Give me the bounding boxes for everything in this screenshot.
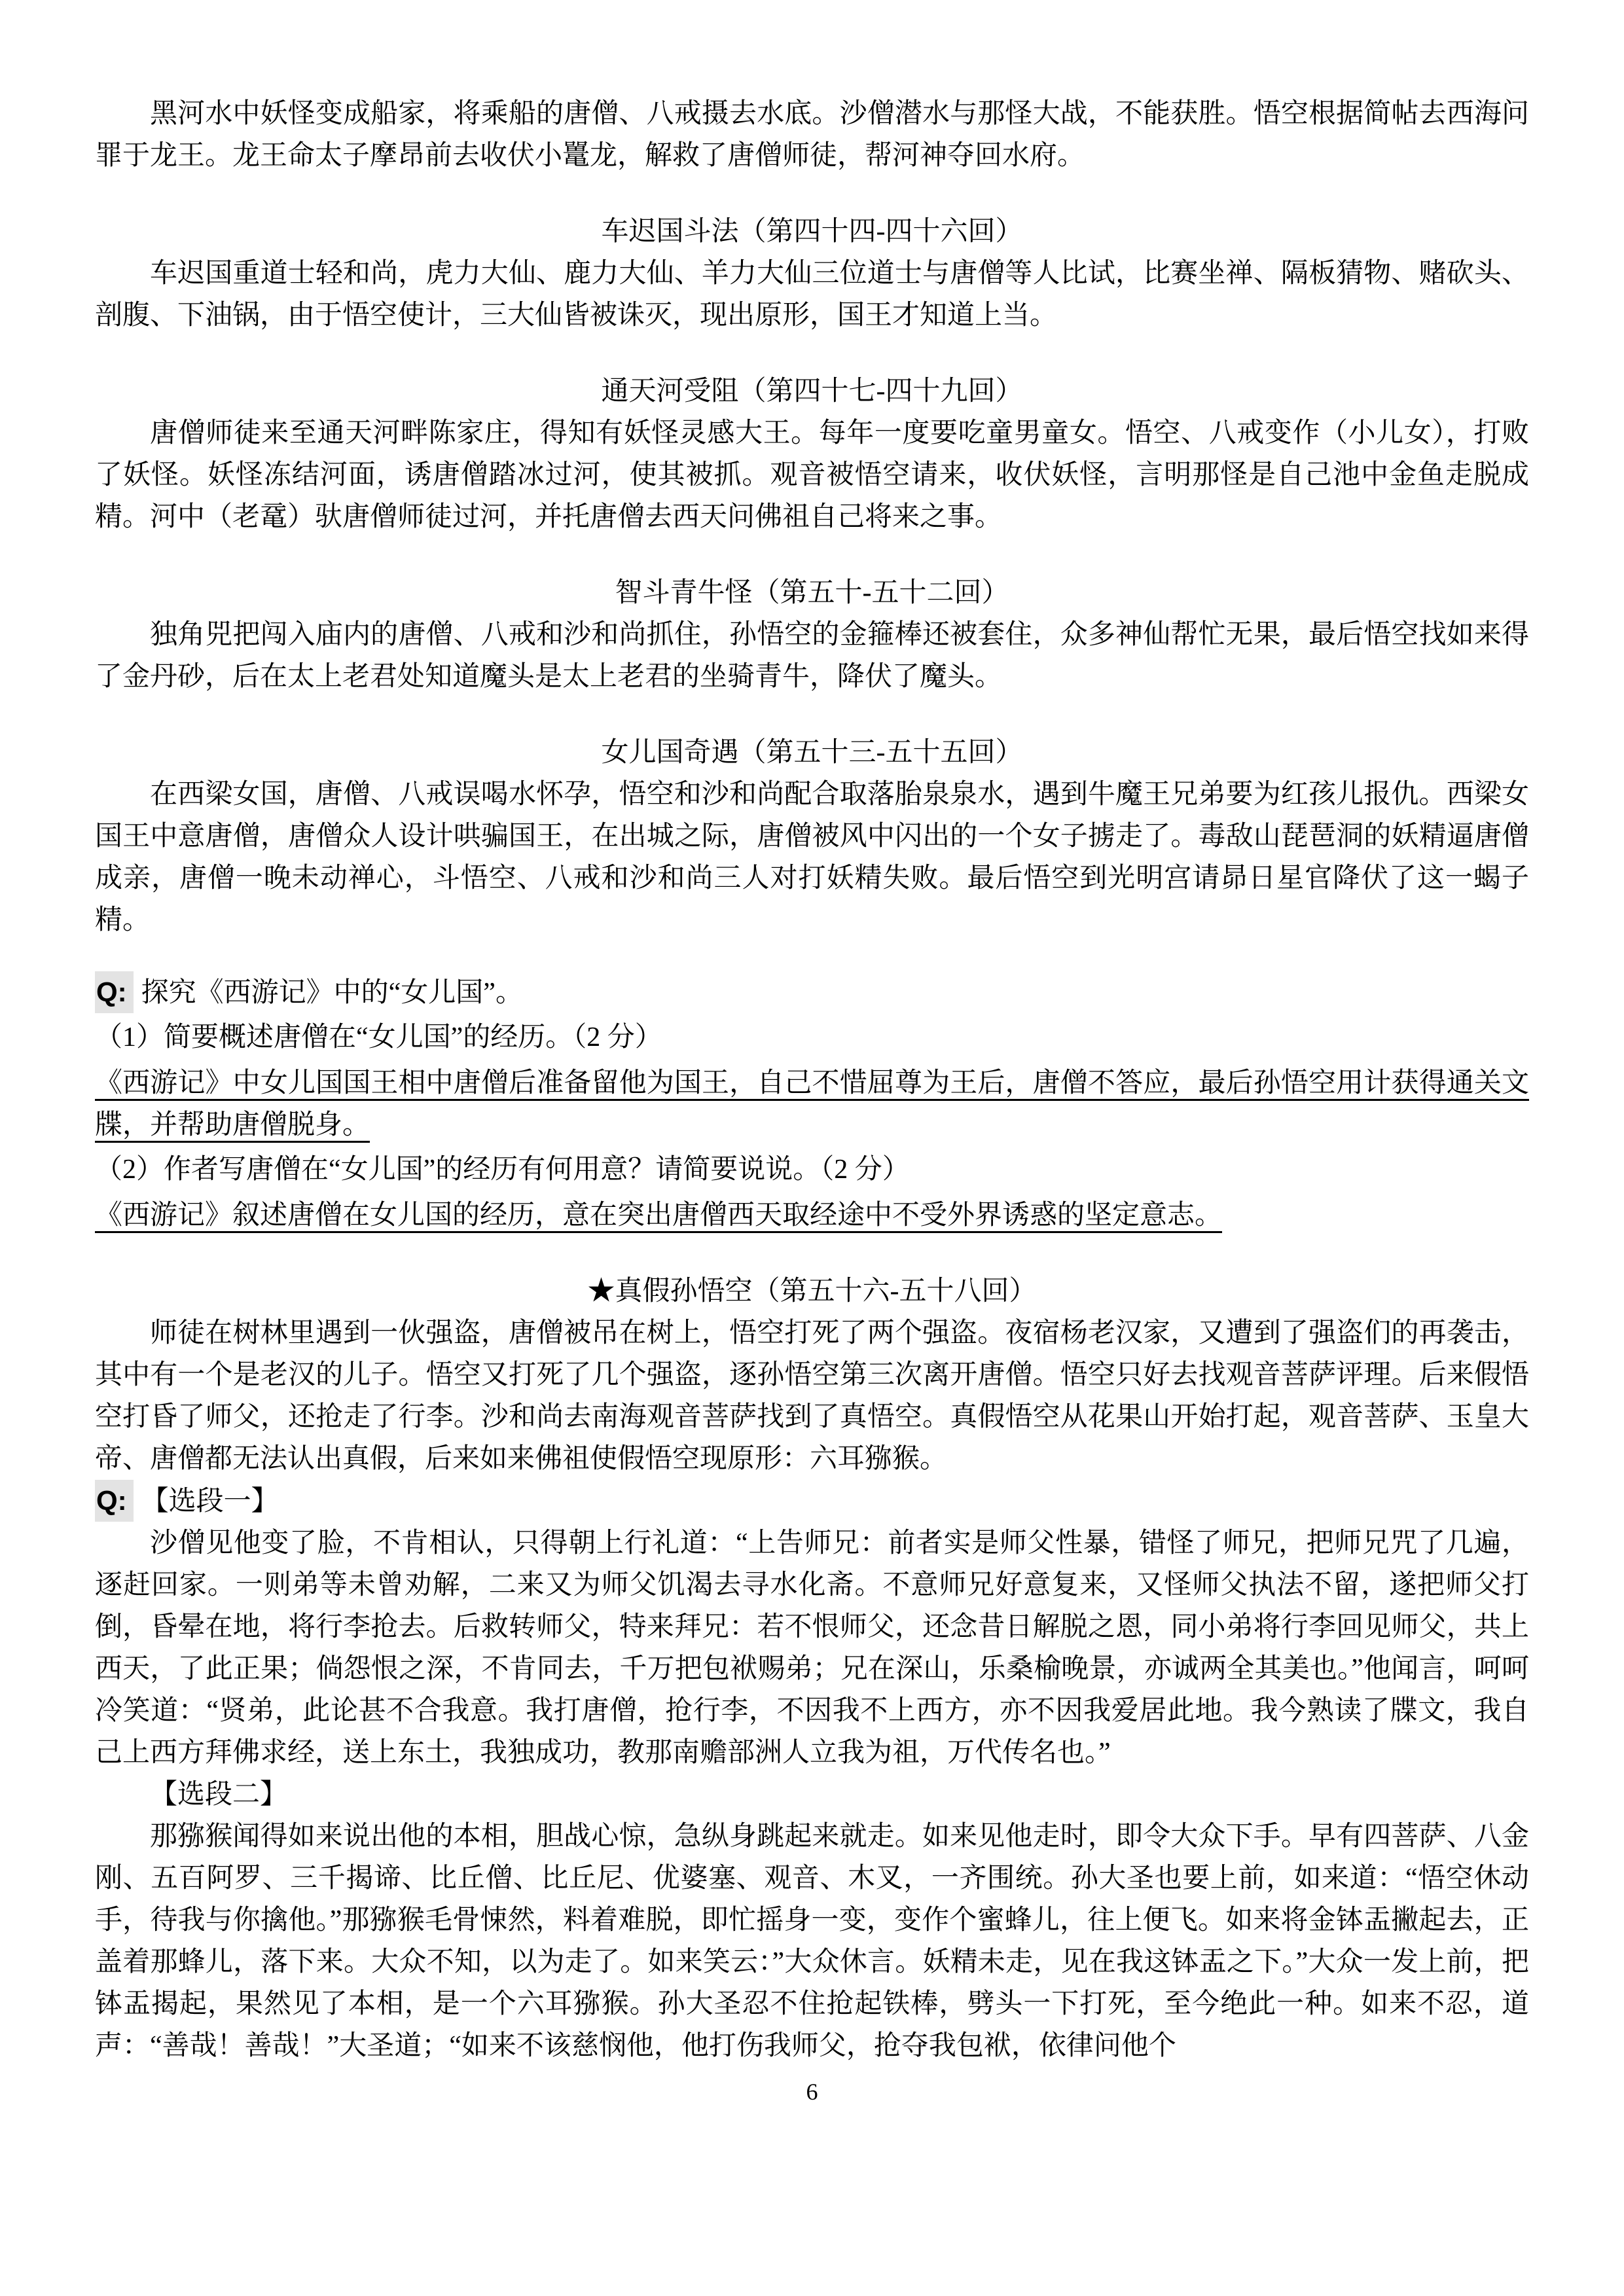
section-heading-tongtianhe: 通天河受阻（第四十七-四十九回） [601,376,1023,406]
question-line-nverguo [95,971,1529,1014]
section-heading-chechi: 车迟国斗法（第四十四-四十六回） [601,217,1023,247]
q-label: Q: [95,971,134,1013]
section-heading-qingniu: 智斗青牛怪（第五十-五十二回） [615,578,1009,608]
paragraph-xuanduan-2: 那猕猴闻得如来说出他的本相，胆战心惊，急纵身跳起来就走。如来见他走时，即令大众下手。早有四菩萨、八金刚、五百阿罗、三千揭谛、比丘僧、比丘尼、优婆塞、观音、木叉，一齐围统。孙大圣也要上前，如来道：“悟空休动手，待我与你擒他。”那猕猴毛骨悚然，料着难脱，即忙摇身一变，变作个蜜蜂儿，往上便飞。如来将金钵盂撇起去，正盖着那蜂儿，落下来。大众不知，以为走了。如来笑云：”大众休言。妖精未走，见在我这钵盂之下。”大众一发上前，把钵盂揭起，果然见了本相，是一个六耳猕猴。孙大圣忍不住抢起铁棒，劈头一下打死，至今绝此一种。如来不忍，道声：“善哉！善哉！”大圣道；“如来不该慈悯他，他打伤我师父，抢夺我包袱，依律问他个 [95,1821,1529,2061]
page-number: 6 [806,2079,818,2105]
sub-question-2: （2）作者写唐僧在“女儿国”的经历有何用意？请简要说说。（2 分） [95,1155,910,1185]
question-line-xuanduan [95,1480,1529,1522]
section-heading-zhenjia [95,1270,1529,1312]
answer-1: 《西游记》中女儿国国王相中唐僧后准备留他为国王，自己不惜屈尊为王后，唐僧不答应，最后孙悟空用计获得通关文牒，并帮助唐僧脱身。 [95,1068,1529,1140]
paragraph-black-river: 黑河水中妖怪变成船家，将乘船的唐僧、八戒摄去水底。沙僧潜水与那怪大战，不能获胜。悟空根据简帖去西海问罪于龙王。龙王命太子摩昂前去收伏小鼍龙，解救了唐僧师徒，帮河神夺回水府。 [95,99,1529,171]
star-icon: ★ [587,1276,615,1306]
sub-question-1: （1）简要概述唐僧在“女儿国”的经历。（2 分） [95,1022,662,1052]
question-text-xuanduan: 【选段一】 [141,1486,279,1516]
paragraph-zhenjia: 师徒在树林里遇到一伙强盗，唐僧被吊在树上，悟空打死了两个强盗。夜宿杨老汉家，又遭到了强盗们的再袭击，其中有一个是老汉的儿子。悟空又打死了几个强盗，逐孙悟空第三次离开唐僧。悟空只好去找观音菩萨评理。后来假悟空打昏了师父，还抢走了行李。沙和尚去南海观音菩萨找到了真悟空。真假悟空从花果山开始打起，观音菩萨、玉皇大帝、唐僧都无法认出真假，后来如来佛祖使假悟空现原形：六耳猕猴。 [95,1318,1529,1474]
paragraph-qingniu: 独角兕把闯入庙内的唐僧、八戒和沙和尚抓住，孙悟空的金箍棒还被套住，众多神仙帮忙无果，最后悟空找如来得了金丹砂，后在太上老君处知道魔头是太上老君的坐骑青牛，降伏了魔头。 [95,620,1529,692]
subheading-xuanduan-2: 【选段二】 [150,1780,288,1810]
section-heading-nverguo: 女儿国奇遇（第五十三-五十五回） [601,738,1023,768]
paragraph-xuanduan-1: 沙僧见他变了脸，不肯相认，只得朝上行礼道：“上告师兄：前者实是师父性暴，错怪了师兄，把师兄咒了几遍，逐赶回家。一则弟等未曾劝解，二来又为师父饥渴去寻水化斋。不意师兄好意复来，又怪师父执法不留，遂把师父打倒，昏晕在地，将行李抢去。后救转师父，特来拜兄：若不恨师父，还念昔日解脱之恩，同小弟将行李回见师父，共上西天，了此正果；倘怨恨之深，不肯同去，千万把包袱赐弟；兄在深山，乐桑榆晚景，亦诚两全其美也。”他闻言，呵呵冷笑道：“贤弟，此论甚不合我意。我打唐僧，抢行李，不因我不上西方，亦不因我爱居此地。我今熟读了牒文，我自己上西方拜佛求经，送上东土，我独成功，教那南赡部洲人立我为祖，万代传名也。” [95,1528,1529,1768]
answer-2: 《西游记》叙述唐僧在女儿国的经历，意在突出唐僧西天取经途中不受外界诱惑的坚定意志。 [95,1200,1223,1230]
paragraph-nverguo: 在西梁女国，唐僧、八戒误喝水怀孕，悟空和沙和尚配合取落胎泉泉水，遇到牛魔王兄弟要为红孩儿报仇。西梁女国王中意唐僧，唐僧众人设计哄骗国王，在出城之际，唐僧被风中闪出的一个女子掳走了。毒敌山琵琶洞的妖精逼唐僧成亲，唐僧一晚未动禅心，斗悟空、八戒和沙和尚三人对打妖精失败。最后悟空到光明宫请昴日星官降伏了这一蝎子精。 [95,780,1529,935]
paragraph-tongtianhe: 唐僧师徒来至通天河畔陈家庄，得知有妖怪灵感大王。每年一度要吃童男童女。悟空、八戒变作（小儿女），打败了妖怪。妖怪冻结河面，诱唐僧踏冰过河，使其被抓。观音被悟空请来，收伏妖怪，言明那怪是自己池中金鱼走脱成精。河中（老鼋）驮唐僧师徒过河，并托唐僧去西天问佛祖自己将来之事。 [95,418,1529,532]
q-label: Q: [95,1480,134,1522]
question-text: 探究《西游记》中的“女儿国”。 [141,978,523,1008]
section-heading-zhenjia-text: 真假孙悟空（第五十六-五十八回） [615,1276,1037,1306]
paragraph-chechi: 车迟国重道士轻和尚，虎力大仙、鹿力大仙、羊力大仙三位道士与唐僧等人比试，比赛坐禅、隔板猜物、赌砍头、剖腹、下油锅，由于悟空使计，三大仙皆被诛灭，现出原形，国王才知道上当。 [95,259,1529,331]
